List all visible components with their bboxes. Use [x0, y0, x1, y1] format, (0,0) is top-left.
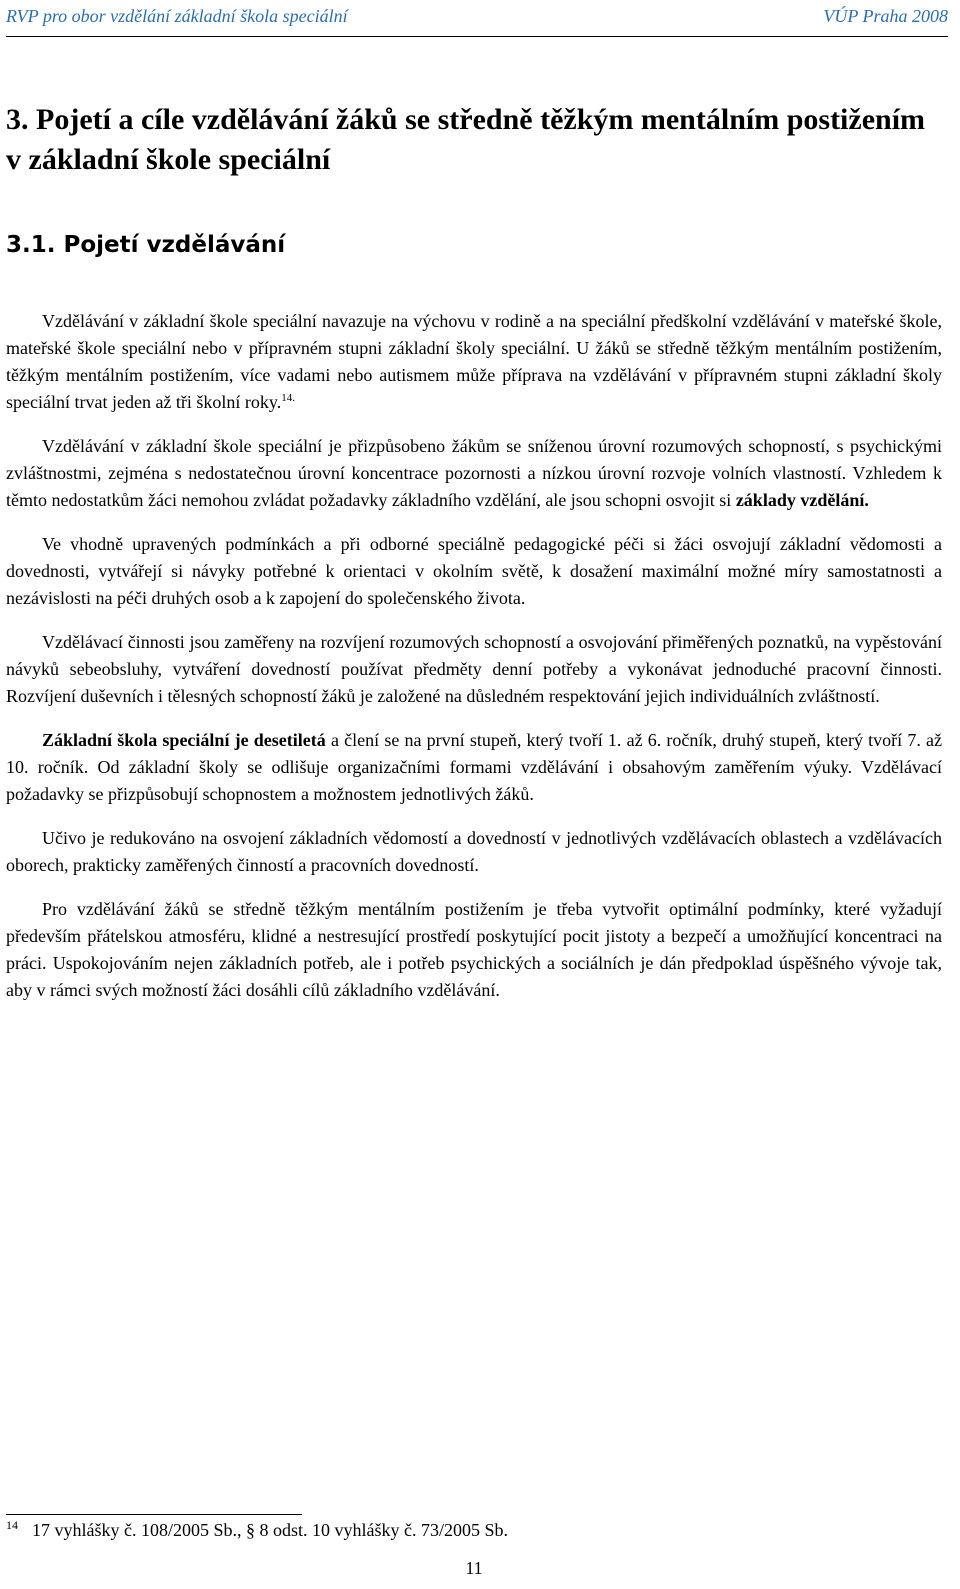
chapter-title: 3. Pojetí a cíle vzdělávání žáků se středně těžkým mentálním postižením v základní škole speciální — [6, 103, 926, 176]
running-header — [6, 0, 948, 37]
footnote-text: 17 vyhlášky č. 108/2005 Sb., § 8 odst. 10 vyhlášky č. 73/2005 Sb. — [32, 1520, 508, 1540]
footnote — [6, 1520, 508, 1541]
body-text — [6, 308, 942, 1021]
emphasis-text: základy vzdělání. — [735, 490, 869, 510]
paragraph: Pro vzdělávání žáků se středně těžkým mentálním postižením je třeba vytvořit optimální podmínky, které vyžadují především přátelskou atmosféru, klidné a nestresující prostředí poskytující pocit jistoty a bezpečí a umožňující koncentraci na práci. Uspokojováním nejen základních potřeb, ale i potřeb psychických a sociálních je dán předpoklad úspěšného vývoje tak, aby v rámci svých možností žáci dosáhli cílů základního vzdělávání. — [6, 899, 942, 1000]
section-title: 3.1. Pojetí vzdělávání — [6, 232, 286, 258]
footnote-number: 14 — [6, 1518, 18, 1532]
paragraph: Vzdělávací činnosti jsou zaměřeny na rozvíjení rozumových schopností a osvojování přiměřených poznatků, na vypěstování návyků sebeobsluhy, vytváření dovedností používat předměty denní potřeby a vykonávat jednoduché pracovní činnosti. Rozvíjení duševních i tělesných schopností žáků je založené na důsledném respektování jejich individuálních zvláštností. — [6, 632, 942, 706]
paragraph: Učivo je redukováno na osvojení základních vědomostí a dovedností v jednotlivých vzdělávacích oblastech a vzdělávacích oborech, prakticky zaměřených činností a pracovních dovedností. — [6, 828, 942, 875]
paragraph-text: Vzdělávání v základní škole speciální je přizpůsobeno žákům se sníženou úrovní rozumových schopností, s psychickými zvláštnostmi, zejména s nedostatečnou úrovní koncentrace pozornosti a nízkou úrovní rozvoje volních vlastností. Vzhledem k těmto nedostatkům žáci nemohou zvládat požadavky základního vzdělání, ale jsou schopni osvojit si — [6, 436, 942, 510]
header-document-title: RVP pro obor vzdělání základní škola speciální — [6, 6, 348, 26]
paragraph-text: Vzdělávání v základní škole speciální navazuje na výchovu v rodině a na speciální předškolní vzdělávání v mateřské škole, mateřské škole speciální nebo v přípravném stupni základní školy speciální. U žáků se středně těžkým mentálním postižením, těžkým mentálním postižením, více vadami nebo autismem může příprava na vzdělávání v přípravném stupni základní školy speciální trvat jeden až tři školní roky. — [6, 311, 942, 412]
footnote-reference[interactable]: 14. — [281, 392, 295, 404]
header-publisher: VÚP Praha 2008 — [823, 6, 948, 26]
emphasis-text: Základní škola speciální je desetiletá — [42, 730, 326, 750]
paragraph: Ve vhodně upravených podmínkách a při odborné speciálně pedagogické péči si žáci osvojují základní vědomosti a dovednosti, vytvářejí si návyky potřebné k orientaci v okolním světě, k dosažení maximální možné míry samostatnosti a nezávislosti na péči druhých osob a k zapojení do společenského života. — [6, 534, 942, 608]
page-number: 11 — [465, 1558, 483, 1578]
paragraph — [6, 433, 942, 514]
footnote-separator — [6, 1514, 302, 1515]
paragraph-text: a člení se na první stupeň, který tvoří 1. až 6. ročník, druhý stupeň, který tvoří 7. až 10. ročník. Od základní školy se odlišuje organizačními formami vzdělávání i obsahovým zaměřením výuky. Vzdělávací požadavky se přizpůsobují schopnostem a možnostem jednotlivých žáků. — [6, 730, 942, 804]
paragraph — [6, 727, 942, 808]
paragraph — [6, 308, 942, 416]
